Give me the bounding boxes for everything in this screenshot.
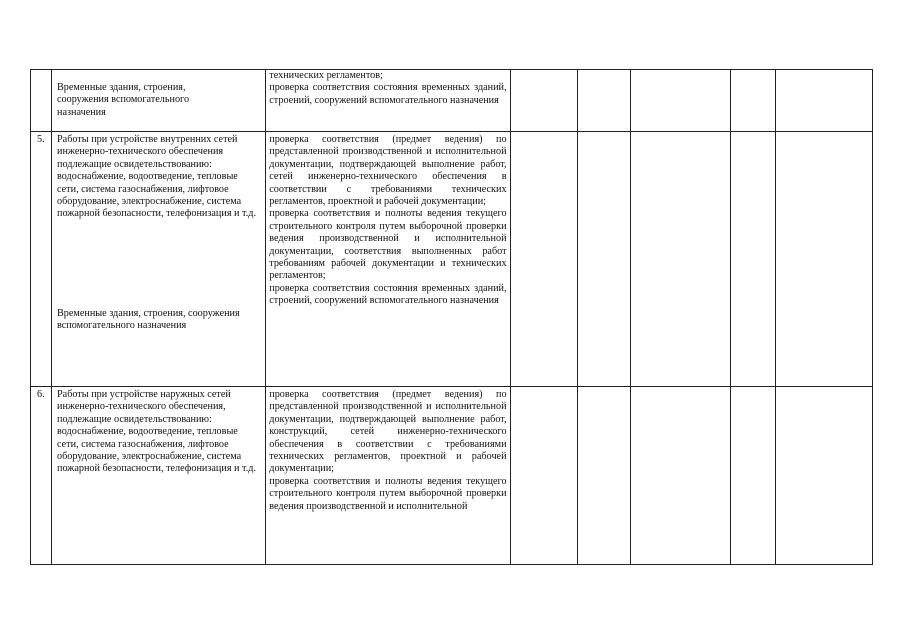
empty-cell: [630, 387, 730, 565]
table-row: [31, 132, 873, 387]
empty-cell: [630, 132, 730, 387]
check-description: проверка соответствия (предмет ведения) по представленной производственной и исполнительной документации, подтверждающей выполнение работ, конструкций, сетей инженерно-технического обеспечения в соответствии с требованиями технических регламентов, проектной и рабочей документации; проверка соответствия и полноты ведения текущего строительного контроля путем выборочной проверки ведения производственной и исполнительной: [269, 389, 507, 512]
empty-cell: [510, 70, 577, 132]
empty-cell: [510, 132, 577, 387]
check-description-cell: [266, 387, 510, 565]
work-name-cell: [52, 387, 266, 565]
check-description-cell: [266, 70, 510, 132]
row-number-cell: [31, 132, 52, 387]
row-number: 6.: [37, 389, 45, 400]
empty-cell: [730, 70, 775, 132]
work-name: Работы при устройстве наружных сетей инженерно-технического обеспечения, подлежащие освидетельствованию: водоснабжение, водоотведение, тепловые сети, система газоснабжения, лифтовое оборудование, электроснабжение, система пожарной безопасности, телефонизация и т.д.: [57, 389, 257, 475]
empty-cell: [510, 387, 577, 565]
work-name-line: сооружения вспомогательного: [57, 94, 190, 106]
table-row: [31, 387, 873, 565]
empty-cell: [775, 132, 872, 387]
empty-cell: [775, 70, 872, 132]
row-number: 5.: [37, 134, 45, 145]
check-description: технических регламентов; проверка соответствия состояния временных зданий, строений, сооружений вспомогательного назначения: [269, 70, 507, 106]
table-row: [31, 70, 873, 132]
work-name: Работы при устройстве внутренних сетей инженерно-технического обеспечения подлежащие освидетельствованию: водоснабжение, водоотведение, тепловые сети, система газоснабжения, лифтовое оборудование, электроснабжение, система пожарной безопасности, телефонизация и т.д.: [57, 134, 257, 220]
empty-cell: [730, 387, 775, 565]
empty-cell: [630, 70, 730, 132]
work-name-cell: [52, 132, 266, 387]
row-number-cell: [31, 70, 52, 132]
check-description: проверка соответствия (предмет ведения) по представленной производственной и исполнительной документации, подтверждающей выполнение работ, сетей инженерно-технического обеспечения в соответствии с требованиями технических регламентов, проектной и рабочей документации; проверка соответствия и полноты ведения текущего строительного контроля путем выборочной проверки ведения производственной и исполнительной документации, соответствия выполненных работ требованиям рабочей документации и технических регламентов; проверка соответствия состояния временных зданий, строений, сооружений вспомогательного назначения: [269, 134, 507, 307]
empty-cell: [577, 132, 630, 387]
work-name-line: Временные здания, строения,: [57, 82, 186, 93]
work-name-cell: [52, 70, 266, 132]
inspection-table: [30, 69, 873, 565]
empty-cell: [577, 387, 630, 565]
work-name-line: назначения: [57, 106, 106, 118]
check-description-cell: [266, 132, 510, 387]
row-number-cell: [31, 387, 52, 565]
empty-cell: [577, 70, 630, 132]
empty-cell: [730, 132, 775, 387]
work-name-secondary: Временные здания, строения, сооружения вспомогательного назначения: [57, 307, 240, 332]
empty-cell: [775, 387, 872, 565]
